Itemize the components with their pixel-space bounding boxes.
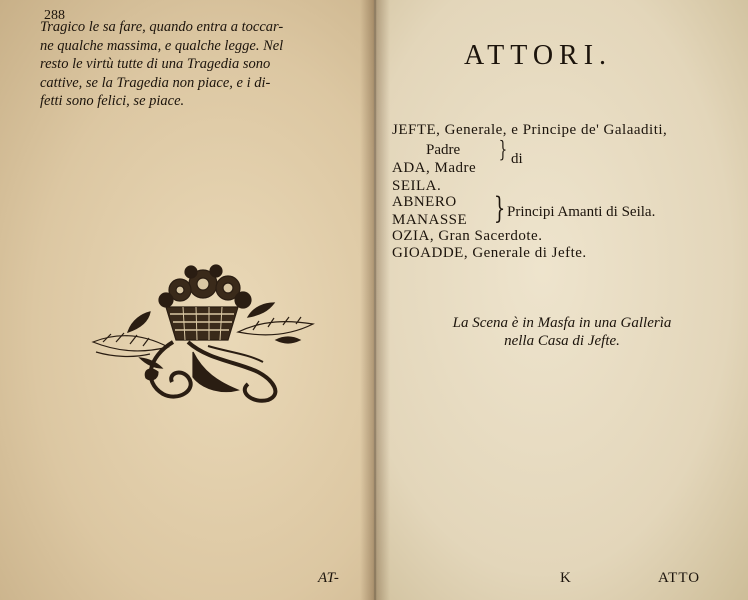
right-page: [374, 0, 748, 600]
cast-entry-abnero: ABNERO: [392, 194, 457, 210]
signature-mark: K: [560, 570, 571, 586]
prose-line: fetti sono felici, se piace.: [40, 93, 185, 109]
scene-line: nella Casa di Jefte.: [504, 333, 620, 349]
page-number: 288: [44, 8, 65, 23]
cast-entry-seila: SEILA.: [392, 178, 442, 194]
cast-entry-ada: ADA, Madre: [392, 160, 477, 176]
catchword: AT-: [318, 570, 339, 586]
cast-entry-jefte: JEFTE, Generale, e Principe de' Galaaditi,: [392, 122, 668, 138]
cast-entry-manasse: MANASSE: [392, 212, 468, 228]
fleuron-flower-basket-icon: [88, 262, 318, 407]
prose-line: Tragico le sa fare, quando entra a toccar-: [40, 19, 284, 35]
cast-entry-principi: Principi Amanti di Seila.: [507, 204, 656, 220]
prose-text: [40, 18, 360, 111]
prose-line: ne qualche massima, e qualche legge. Nel: [40, 37, 284, 54]
cast-entry-di: di: [511, 151, 523, 167]
prose-line: cattive, se la Tragedia non piace, e i di-: [40, 74, 271, 91]
prose-line: resto le virtù tutte di una Tragedia sono: [40, 56, 271, 72]
scene-note: [392, 314, 732, 350]
cast-entry-ozia: OZIA, Gran Sacerdote.: [392, 228, 543, 244]
catchword: ATTO: [658, 570, 701, 586]
brace-icon: }: [498, 138, 508, 163]
scene-line: La Scena è in Masfa in una Gallerìa: [452, 315, 672, 331]
page-title: ATTORI.: [464, 40, 613, 71]
cast-entry-padre: Padre: [426, 142, 461, 158]
book-gutter: [360, 0, 390, 600]
cast-entry-gioadde: GIOADDE, Generale di Jefte.: [392, 245, 587, 261]
brace-icon: }: [493, 191, 506, 226]
